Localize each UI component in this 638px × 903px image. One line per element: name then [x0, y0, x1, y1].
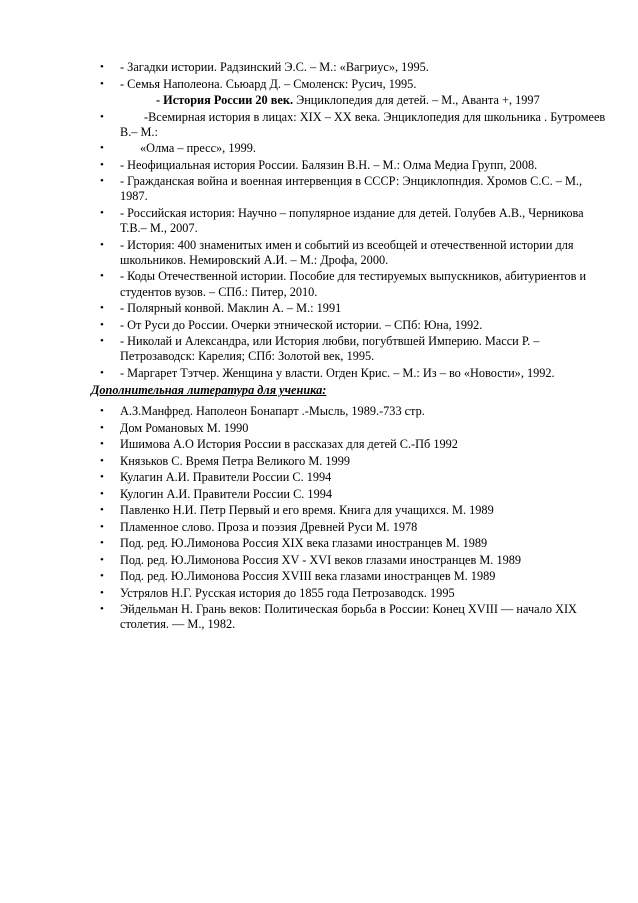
bullet-icon: •	[100, 537, 104, 549]
item-text: - Маргарет Тэтчер. Женщина у власти. Огден Крис. – М.: Из – во «Новости», 1992.	[120, 365, 555, 380]
bullet-icon: •	[100, 553, 104, 566]
item-text: - Гражданская война и военная интервенция в СССР: Энциклопндия. Хромов С.С. – М., 1987.	[120, 174, 583, 204]
bullet-icon: •	[100, 504, 104, 516]
list-item	[96, 602, 610, 632]
item-text: - Николай и Александра, или История любви, погубтвшей Империю. Масси Р. – Петрозаводск: Карелия; СПб: Золотой век, 1995.	[120, 334, 540, 364]
list-item	[96, 520, 610, 535]
list-item	[96, 158, 610, 173]
bullet-icon: •	[100, 110, 104, 123]
bullet-icon: •	[100, 520, 104, 533]
bullet-icon: •	[100, 175, 104, 188]
list-item	[96, 586, 610, 601]
bullet-icon: •	[100, 421, 104, 434]
list-item	[96, 404, 610, 419]
item-text: «Олма – пресс», 1999.	[140, 141, 256, 156]
item-text: - Российская история: Научно – популярное издание для детей. Голубев А.В., Черникова Т.В.– М., 2007.	[120, 205, 584, 236]
item-text: - Неофициальная история России. Балязин В.Н. – М.: Олма Медиа Групп, 2008.	[120, 157, 538, 172]
list-item	[96, 503, 610, 518]
bullet-icon: •	[100, 61, 104, 73]
list-item	[96, 141, 610, 156]
bullet-icon: •	[100, 318, 104, 331]
list-item	[96, 454, 610, 469]
bullet-icon: •	[100, 238, 104, 251]
list-item	[96, 174, 610, 204]
item-bold-title: - История России 20 век.	[156, 93, 294, 107]
list-item	[96, 553, 610, 568]
item-text: Под. ред. Ю.Лимонова Россия XV - XVI веков глазами иностранцев М. 1989	[120, 552, 522, 567]
item-text: Павленко Н.И. Петр Первый и его время. Книга для учащихся. М. 1989	[120, 503, 494, 517]
item-text: - История: 400 знаменитых имен и событий из всеобщей и отечественной истории для школьников. Немировский А.И. – М.: Дрофа, 2000.	[120, 237, 574, 267]
bullet-icon: •	[100, 454, 104, 467]
list-item	[96, 334, 610, 364]
list-item	[96, 301, 610, 316]
list-item	[96, 318, 610, 333]
item-text: - Полярный конвой. Маклин А. – М.: 1991	[120, 301, 342, 316]
list-item	[96, 487, 610, 502]
item-text: - От Руси до России. Очерки этнической истории. – СПб: Юна, 1992.	[120, 317, 483, 332]
item-text: - Семья Наполеона. Сьюард Д. – Смоленск: Русич, 1995.	[120, 76, 417, 91]
list-item	[96, 536, 610, 551]
list-item	[96, 569, 610, 584]
bullet-icon: •	[100, 405, 104, 417]
item-text: Ишимова А.О История России в рассказах для детей С.-Пб 1992	[120, 437, 458, 451]
bullet-icon: •	[100, 302, 104, 315]
item-text: - Коды Отечественной истории. Пособие для тестируемых выпускников, абитуриентов и студентов вузов. – СПб.: Питер, 2010.	[120, 269, 587, 299]
list-item	[96, 437, 610, 452]
bullet-icon: •	[100, 270, 104, 283]
bullet-icon: •	[100, 603, 104, 615]
item-text: Кулогин А.И. Правители России С. 1994	[120, 486, 333, 501]
bullet-icon: •	[100, 158, 104, 171]
list-item	[96, 206, 610, 236]
list-item	[96, 470, 610, 485]
item-text: Кулагин А.И. Правители России С. 1994	[120, 470, 332, 484]
item-text: Эйдельман Н. Грань веков: Политическая борьба в России: Конец XVIII — начало XIX столетия. — М., 1982.	[120, 602, 577, 632]
bullet-icon: •	[100, 471, 104, 483]
item-text: Устрялов Н.Г. Русская история до 1855 года Петрозаводск. 1995	[120, 585, 455, 600]
section-heading: Дополнительная литература для ученика:	[91, 383, 327, 397]
list-item	[96, 269, 610, 299]
bullet-icon: •	[100, 335, 104, 348]
item-text: Под. ред. Ю.Лимонова Россия XVIII века глазами иностранцев М. 1989	[120, 569, 496, 583]
item-text: - Загадки истории. Радзинский Э.С. – М.: «Вагриус», 1995.	[120, 60, 429, 74]
item-text: Энциклопедия для детей. – М., Аванта +, 1997	[293, 93, 540, 107]
bullet-icon: •	[100, 586, 104, 599]
bullet-icon: •	[100, 487, 104, 500]
item-text: Пламенное слово. Проза и поэзия Древней Руси М. 1978	[120, 519, 418, 534]
bibliography-list	[96, 60, 610, 382]
bullet-icon: •	[100, 366, 104, 379]
bullet-icon: •	[100, 570, 104, 582]
list-item	[96, 77, 610, 92]
list-item-continuation	[96, 93, 610, 108]
bullet-icon: •	[100, 438, 104, 450]
list-item	[96, 421, 610, 436]
bullet-icon: •	[100, 206, 104, 219]
list-item	[96, 366, 610, 381]
bullet-icon: •	[100, 142, 104, 155]
bullet-icon: •	[100, 77, 104, 90]
item-text: Под. ред. Ю.Лимонова Россия XIX века глазами иностранцев М. 1989	[120, 536, 488, 550]
item-text: А.З.Манфред. Наполеон Бонапарт .-Мысль, 1989.-733 стр.	[120, 404, 425, 418]
item-text: -Всемирная история в лицах: XIX – XX века. Энциклопедия для школьника . Бутромеев В.– М.:	[120, 109, 606, 139]
list-item	[96, 110, 610, 140]
item-text: Дом Романовых М. 1990	[120, 420, 249, 435]
list-item	[96, 60, 610, 75]
list-item	[96, 238, 610, 268]
item-text: Князьков С. Время Петра Великого М. 1999	[120, 453, 351, 468]
additional-literature-list	[96, 404, 610, 634]
